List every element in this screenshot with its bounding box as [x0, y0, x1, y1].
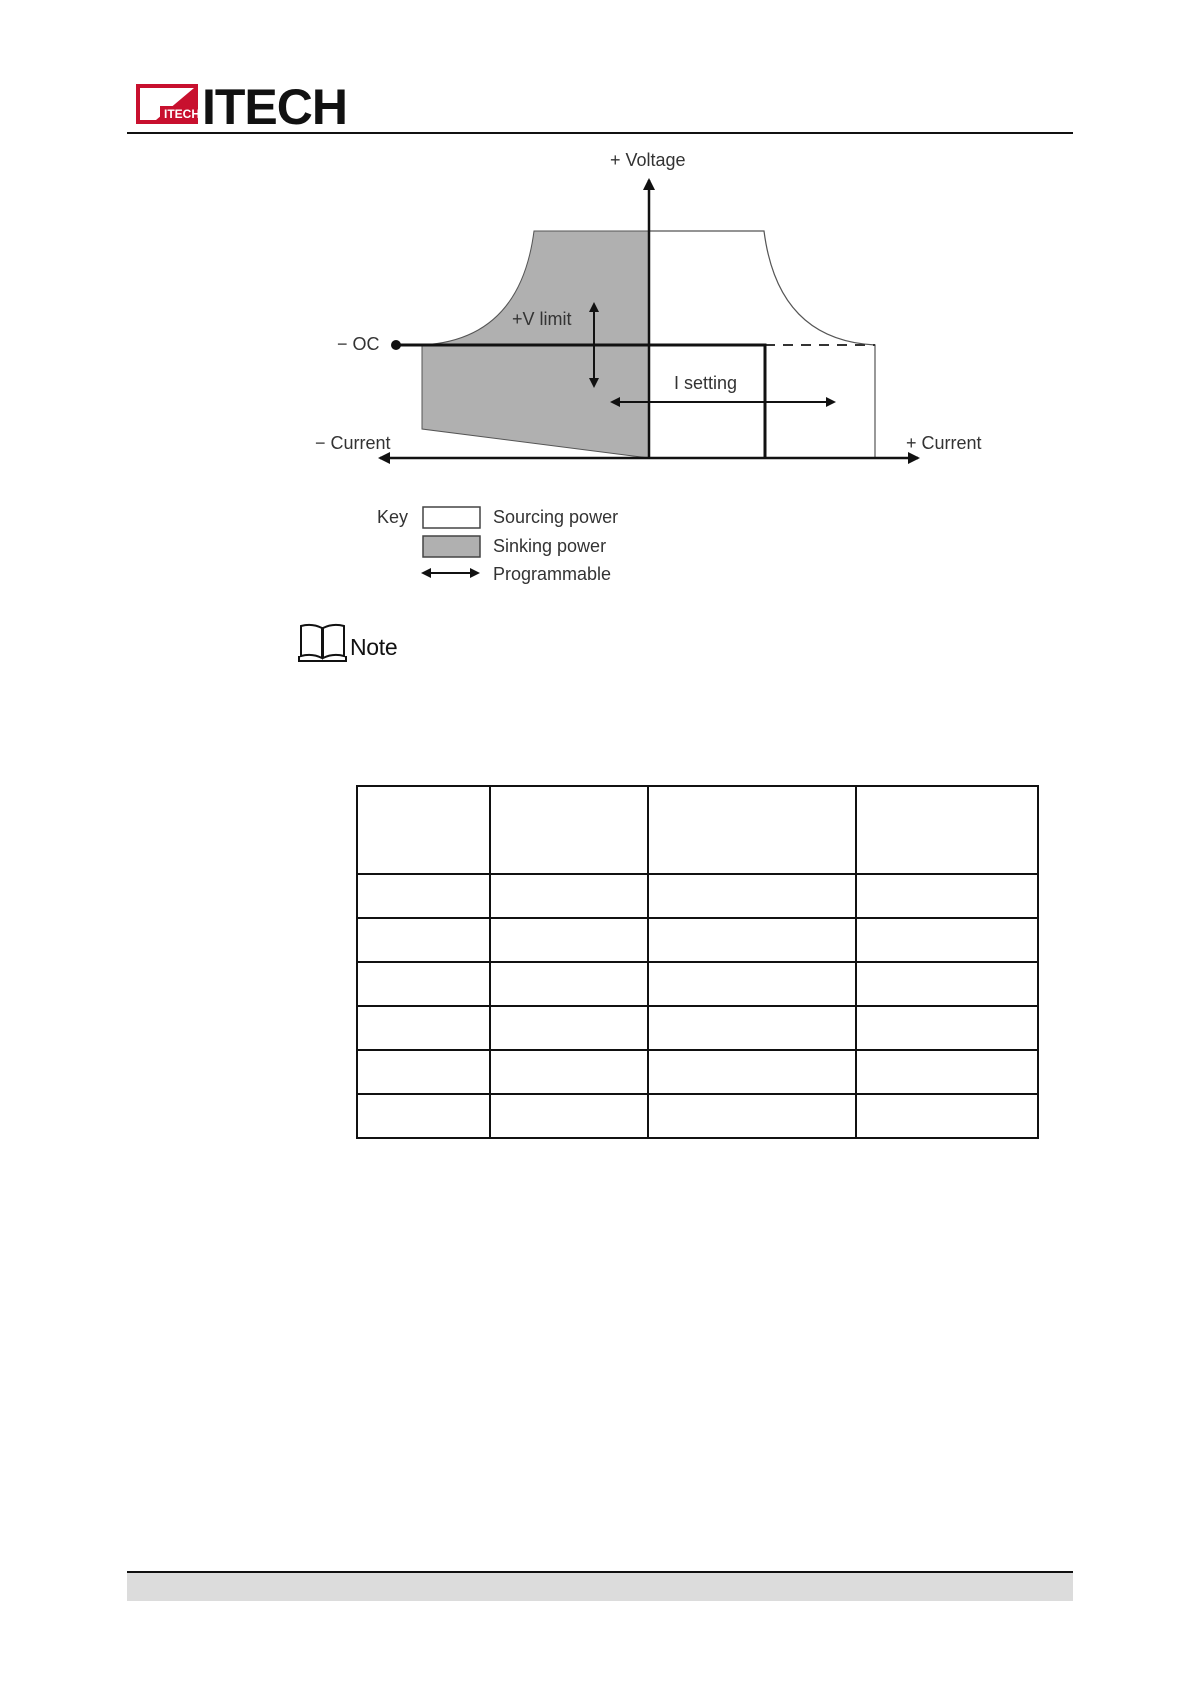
- legend-sinking-swatch: [423, 536, 480, 557]
- table-cell: [648, 962, 856, 1006]
- table-row: [357, 1050, 1038, 1094]
- table-cell: [856, 962, 1038, 1006]
- table-row: [357, 962, 1038, 1006]
- oc-point: [391, 340, 401, 350]
- logo-text: ITECH: [202, 80, 347, 128]
- table-header-cell: [490, 786, 648, 874]
- table-cell: [648, 1094, 856, 1138]
- logo-small-text: ITECH: [164, 107, 200, 121]
- table-cell: [490, 1094, 648, 1138]
- legend-sourcing-swatch: [423, 507, 480, 528]
- data-table: [356, 785, 1039, 1139]
- table-row: [357, 918, 1038, 962]
- pos-current-label: + Current: [906, 433, 982, 453]
- legend-programmable-label: Programmable: [493, 564, 612, 584]
- book-icon: [298, 622, 348, 664]
- legend-sourcing-label: Sourcing power: [493, 507, 619, 527]
- note-callout: [298, 620, 438, 664]
- table-cell: [856, 1050, 1038, 1094]
- table-cell: [490, 1050, 648, 1094]
- table-row: [357, 1094, 1038, 1138]
- table-cell: [490, 874, 648, 918]
- table-header-cell: [648, 786, 856, 874]
- table-row: [357, 1006, 1038, 1050]
- vi-characteristic-diagram: [300, 140, 1020, 600]
- table-cell: [357, 1050, 490, 1094]
- table-header-row: [357, 786, 1038, 874]
- table-row: [357, 874, 1038, 918]
- table-header-cell: [856, 786, 1038, 874]
- header-rule: [127, 132, 1073, 134]
- note-label: Note: [350, 634, 398, 660]
- neg-current-label: − Current: [315, 433, 391, 453]
- i-setting-label: I setting: [674, 373, 738, 393]
- table-cell: [648, 1050, 856, 1094]
- table-cell: [357, 874, 490, 918]
- table-cell: [648, 874, 856, 918]
- voltage-axis-label: + Voltage: [610, 150, 686, 170]
- table-cell: [856, 1006, 1038, 1050]
- table-header-cell: [357, 786, 490, 874]
- table-cell: [856, 1094, 1038, 1138]
- oc-label: − OC: [337, 334, 380, 354]
- table-cell: [357, 1006, 490, 1050]
- key-label: Key: [377, 507, 409, 527]
- table-cell: [490, 918, 648, 962]
- table-cell: [648, 918, 856, 962]
- table-cell: [357, 918, 490, 962]
- table-cell: [856, 918, 1038, 962]
- itech-logo: [136, 80, 376, 128]
- footer-bar: [127, 1573, 1073, 1601]
- table-cell: [856, 874, 1038, 918]
- table-cell: [490, 962, 648, 1006]
- v-limit-label: +V limit: [512, 309, 572, 329]
- table-cell: [648, 1006, 856, 1050]
- table-cell: [357, 1094, 490, 1138]
- table-cell: [490, 1006, 648, 1050]
- table-cell: [357, 962, 490, 1006]
- legend-sinking-label: Sinking power: [493, 536, 607, 556]
